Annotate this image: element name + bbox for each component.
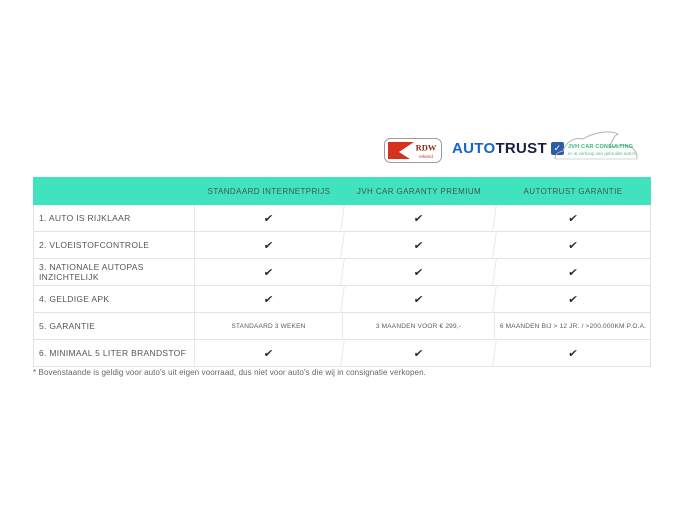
check-mark-icon: ✔ (341, 340, 497, 366)
jvh-car-consulting-logo (552, 126, 640, 168)
check-mark-icon: ✔ (567, 239, 579, 252)
column-header-jvh-car-garanty-premium: JVH CAR GARANTY PREMIUM (356, 186, 482, 196)
row-label: 4. GELDIGE APK (34, 286, 195, 312)
row-label: 3. NATIONALE AUTOPAS INZICHTELIJK (34, 259, 195, 285)
check-mark-icon: ✔ (341, 259, 497, 285)
row-label: 1. AUTO IS RIJKLAAR (34, 205, 195, 231)
check-mark-icon: ✔ (193, 286, 345, 312)
cell-text: 3 MAANDEN VOOR € 299,- (343, 313, 495, 339)
rdw-badge-icon (384, 138, 442, 163)
jvh-logo-title: JVH CAR CONSULTING (568, 144, 634, 150)
table-row (34, 313, 650, 340)
check-mark-icon: ✔ (341, 286, 497, 312)
autotrust-wordmark-trust: TRUST (495, 140, 547, 157)
cell-text: 6 MAANDEN BIJ > 12 JR. / >200.000KM P.O.A. (499, 322, 647, 330)
row-label: 6. MINIMAAL 5 LITER BRANDSTOF (34, 340, 195, 366)
comparison-table (33, 177, 651, 367)
check-mark-icon: ✔ (193, 259, 345, 285)
table-row (34, 232, 650, 259)
autotrust-check-icon: ✓ (551, 142, 564, 155)
table-row (34, 286, 650, 313)
check-mark-icon: ✔ (193, 205, 345, 231)
autotrust-logo (452, 140, 564, 157)
check-mark-icon: ✔ (193, 232, 345, 258)
check-mark-icon: ✔ (341, 205, 497, 231)
check-mark-icon: ✔ (193, 340, 345, 366)
row-label: 2. VLOEISTOFCONTROLE (34, 232, 195, 258)
table-row (34, 340, 650, 367)
table-header-row (33, 177, 651, 205)
check-mark-icon: ✔ (567, 212, 579, 225)
column-header-standaard-internetprijs: STANDAARD INTERNETPRIJS (207, 186, 331, 196)
cell-text: STANDAARD 3 WEKEN (195, 313, 343, 339)
table-body (33, 205, 651, 367)
rdw-logo (384, 138, 442, 168)
table-row (34, 205, 650, 232)
footnote: * Bovenstaande is geldig voor auto's uit eigen voorraad, dus niet voor auto's die wij in consignatie verkopen. (33, 368, 426, 377)
check-mark-icon: ✔ (567, 293, 579, 306)
autotrust-wordmark-auto: AUTO (452, 140, 496, 157)
check-mark-icon: ✔ (567, 266, 579, 279)
table-row (34, 259, 650, 286)
check-mark-icon: ✔ (341, 232, 497, 258)
column-header-autotrust-garantie: AUTOTRUST GARANTIE (523, 186, 623, 196)
rdw-subtitle: erkend (419, 154, 433, 159)
rdw-title: RDW (415, 142, 437, 153)
row-label: 5. GARANTIE (34, 313, 195, 339)
check-mark-icon: ✔ (567, 347, 579, 360)
jvh-logo-subtitle: in- & verkoop van gebruikte auto's (568, 151, 636, 156)
